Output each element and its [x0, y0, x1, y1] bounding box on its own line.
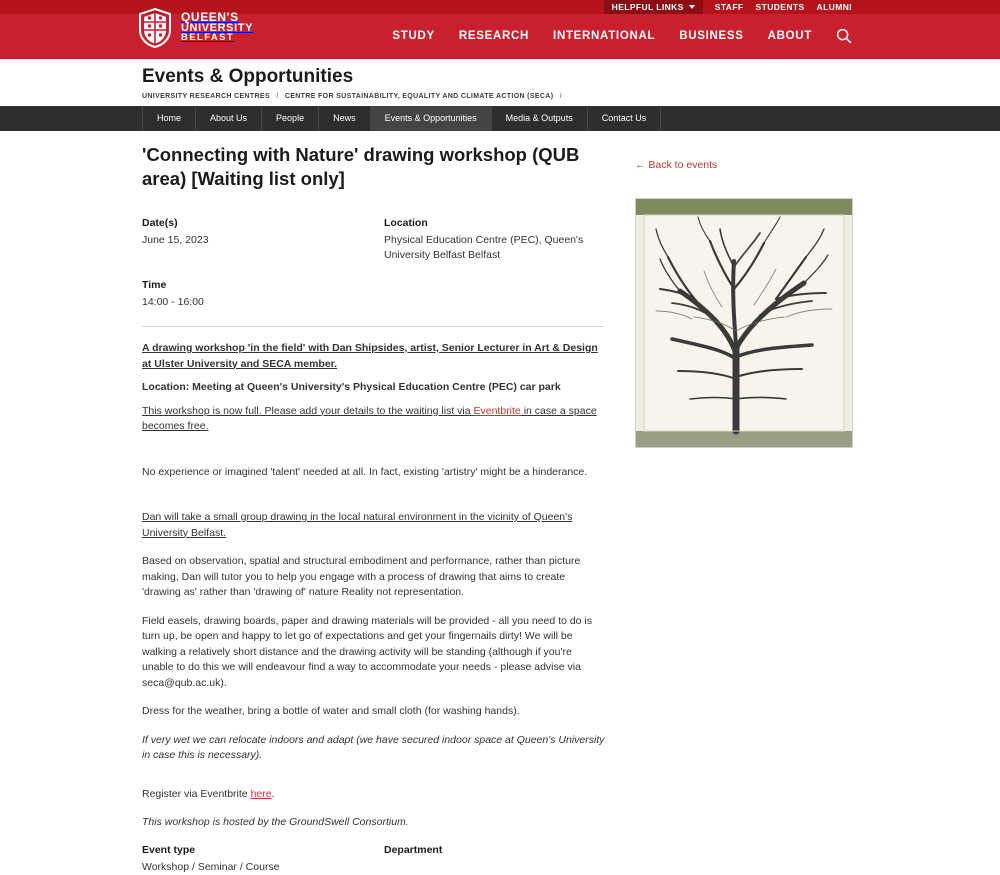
- event-meta-row-1: [142, 217, 605, 263]
- spacer-2: [142, 493, 605, 510]
- logo-line-1: QUEEN'S: [181, 10, 239, 25]
- helpful-links-dropdown[interactable]: [604, 0, 703, 14]
- page-title: Events & Opportunities: [142, 66, 354, 87]
- event-meta-spacer: [384, 279, 604, 310]
- section-nav-events-opportunities[interactable]: Events & Opportunities: [371, 106, 492, 131]
- back-to-events-link[interactable]: ← Back to events: [635, 159, 718, 171]
- section-nav-people[interactable]: People: [262, 106, 319, 131]
- nav-item-study[interactable]: STUDY: [392, 30, 435, 42]
- register-here-link[interactable]: here: [250, 787, 272, 800]
- breadcrumb: [142, 93, 566, 100]
- breadcrumb-item-0[interactable]: UNIVERSITY RESEARCH CENTRES: [142, 93, 270, 100]
- section-nav-about-us[interactable]: About Us: [196, 106, 262, 131]
- logo-wordmark: [181, 12, 253, 44]
- event-dates-value: June 15, 2023: [142, 234, 209, 246]
- event-main-column: [142, 143, 605, 875]
- section-navigation: [0, 106, 1000, 131]
- nav-item-international[interactable]: INTERNATIONAL: [553, 30, 656, 42]
- eventbrite-link[interactable]: Eventbrite: [473, 404, 521, 417]
- site-logo[interactable]: [138, 8, 253, 48]
- event-location-value: Physical Education Centre (PEC), Queen's University Belfast Belfast: [384, 234, 584, 261]
- event-dates-label: Date(s): [142, 217, 178, 229]
- section-nav-home[interactable]: Home: [142, 106, 196, 131]
- event-hosted-by: This workshop is hosted by the GroundSwell Consortium.: [142, 816, 409, 828]
- utility-link-students[interactable]: STUDENTS: [755, 2, 805, 12]
- event-time-block: [142, 279, 384, 310]
- breadcrumb-separator-end: /: [559, 93, 562, 100]
- event-side-column: [635, 155, 855, 448]
- content-divider: [142, 326, 604, 327]
- section-nav-media-outputs[interactable]: Media & Outputs: [492, 106, 588, 131]
- event-title: 'Connecting with Nature' drawing workshop (QUB area) [Waiting list only]: [142, 144, 580, 189]
- breadcrumb-item-1[interactable]: CENTRE FOR SUSTAINABILITY, EQUALITY AND CLIMATE ACTION (SECA): [284, 93, 554, 100]
- nav-item-research[interactable]: RESEARCH: [458, 30, 530, 42]
- event-bottom-meta: [142, 844, 605, 875]
- event-lead-paragraph: A drawing workshop 'in the field' with Dan Shipsides, artist, Senior Lecturer in Art & Design at Ulster University and SECA member.: [142, 342, 598, 370]
- waiting-list-text-pre: This workshop is now full. Please add your details to the waiting list via: [142, 404, 474, 417]
- spacer-3: [142, 777, 605, 787]
- event-materials-paragraph: Field easels, drawing boards, paper and drawing materials will be provided - all you need to do is turn up, be open and happy to let go of expectations and get your fingernails dirty! We will be walking a relatively short distance and the drawing activity will be standing (although if you're unable to do this we will endeavour find a way to accommodate your needs - please advise via seca@qub.ac.uk).: [142, 614, 592, 689]
- logo-line-2: UNIVERSITY: [181, 21, 254, 34]
- helpful-links-label: HELPFUL LINKS: [611, 2, 684, 12]
- logo-line-3: BELFAST: [181, 32, 235, 44]
- main-navigation: [392, 28, 852, 44]
- event-department-label: Department: [384, 843, 443, 856]
- utility-link-alumni[interactable]: ALUMNI: [816, 2, 852, 12]
- event-type-block: [142, 844, 384, 875]
- register-text-post: .: [271, 787, 275, 800]
- event-dress-paragraph: Dress for the weather, bring a bottle of water and small cloth (for washing hands).: [142, 705, 520, 717]
- search-icon[interactable]: [836, 28, 852, 44]
- utility-link-staff[interactable]: STAFF: [714, 2, 744, 12]
- register-text-pre: Register via Eventbrite: [142, 787, 251, 800]
- utility-links: [604, 0, 852, 14]
- event-meta-row-2: [142, 279, 605, 310]
- event-type-label: Event type: [142, 843, 196, 856]
- event-time-label: Time: [142, 279, 167, 291]
- nav-item-business[interactable]: BUSINESS: [679, 30, 744, 42]
- event-observation-paragraph: Based on observation, spatial and structural embodiment and performance, rather than picture making, Dan will tutor you to help you engage with a process of drawing that aims to create 'drawing as' rather than 'drawing of' nature Reality not representation.: [142, 555, 581, 598]
- event-wet-weather-paragraph: If very wet we can relocate indoors and adapt (we have secured indoor space at Queen's University in case this is necessary).: [142, 733, 605, 761]
- waiting-list-text-post: in case a space becomes free.: [142, 404, 597, 432]
- queens-crest-icon: [138, 8, 172, 48]
- event-image: [635, 198, 853, 448]
- event-dates-block: [142, 217, 384, 263]
- event-type-value: Workshop / Seminar / Course: [142, 860, 280, 873]
- title-block: [0, 59, 1000, 106]
- breadcrumb-separator: /: [276, 93, 279, 100]
- event-register-paragraph: [142, 787, 605, 803]
- event-waiting-list-note: [142, 404, 605, 435]
- chevron-down-icon: [689, 5, 695, 9]
- site-header: [0, 10, 1000, 59]
- section-nav-news[interactable]: News: [319, 106, 371, 131]
- event-small-group: Dan will take a small group drawing in the local natural environment in the vicinity of Queen's University Belfast.: [142, 511, 573, 539]
- section-nav-contact-us[interactable]: Contact Us: [588, 106, 662, 131]
- nav-item-about[interactable]: ABOUT: [767, 30, 812, 42]
- event-time-value: 14:00 - 16:00: [142, 296, 204, 308]
- spacer-1: [142, 448, 605, 465]
- event-location-label: Location: [384, 217, 428, 229]
- event-department-block: [384, 844, 604, 875]
- event-no-experience: No experience or imagined 'talent' needed at all. In fact, existing 'artistry' might be a hinderance.: [142, 465, 588, 478]
- event-location-block: [384, 217, 604, 263]
- event-meeting-point: Location: Meeting at Queen's University's Physical Education Centre (PEC) car park: [142, 381, 561, 393]
